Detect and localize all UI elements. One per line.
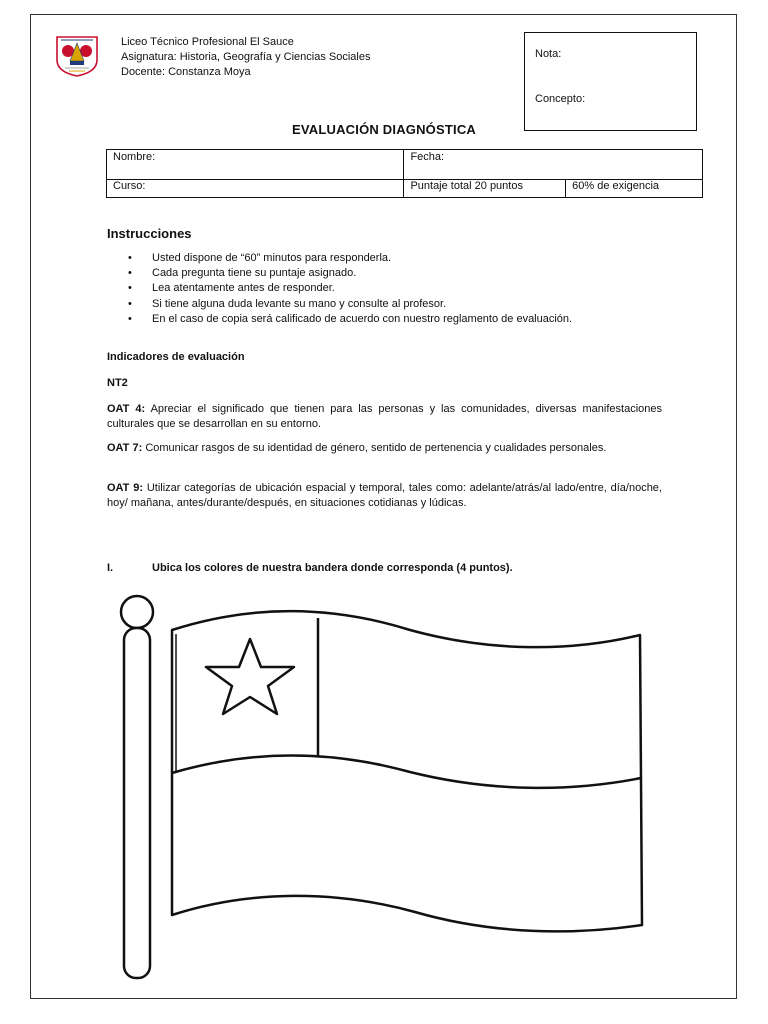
oat9-paragraph	[107, 481, 662, 511]
oat7-text: Comunicar rasgos de su identidad de género, sentido de pertenencia y cualidades personales.	[145, 442, 607, 454]
oat9-text: Utilizar categorías de ubicación espacial y temporal, tales como: adelante/atrás/al lado/entre, día/noche, hoy/ mañana, antes/durante/después, en situaciones cotidianas y lúdicas.	[107, 482, 662, 509]
oat7-label: OAT 7:	[107, 442, 143, 454]
exigencia-cell: 60% de exigencia	[566, 180, 703, 198]
school-logo	[54, 34, 100, 78]
nombre-field[interactable]: Nombre:	[107, 150, 404, 180]
instructions-title: Instrucciones	[107, 226, 192, 241]
oat9-label: OAT 9:	[107, 482, 143, 494]
instruction-item: • Lea atentamente antes de responder.	[107, 281, 662, 296]
question-text: Ubica los colores de nuestra bandera donde corresponda (4 puntos).	[152, 562, 513, 574]
instruction-item: • Cada pregunta tiene su puntaje asignado.	[107, 266, 662, 281]
flagpole	[124, 628, 150, 978]
instruction-item: • Si tiene alguna duda levante su mano y consulte al profesor.	[107, 297, 662, 312]
indicators-level: NT2	[107, 377, 128, 389]
nota-label: Nota:	[535, 48, 562, 60]
teacher: Docente: Constanza Moya	[121, 66, 251, 78]
subject: Asignatura: Historia, Geografía y Ciencias Sociales	[121, 51, 371, 63]
page-title: EVALUACIÓN DIAGNÓSTICA	[292, 122, 476, 137]
oat7-paragraph	[107, 441, 662, 456]
flagpole-finial	[121, 596, 153, 628]
oat4-label: OAT 4:	[107, 403, 146, 415]
oat4-paragraph	[107, 402, 662, 432]
instruction-item: • Usted dispone de “60” minutos para responderla.	[107, 251, 662, 266]
question-number: I.	[107, 562, 114, 574]
concepto-label: Concepto:	[535, 93, 586, 105]
indicators-title: Indicadores de evaluación	[107, 351, 245, 363]
grade-box	[524, 32, 697, 131]
fecha-field[interactable]: Fecha:	[404, 150, 703, 180]
school-name: Liceo Técnico Profesional El Sauce	[121, 36, 294, 48]
chile-flag-illustration	[110, 590, 670, 980]
school-info	[121, 35, 370, 80]
curso-field[interactable]: Curso:	[107, 180, 404, 198]
student-info-table	[106, 149, 703, 198]
oat4-text: Apreciar el significado que tienen para las personas y las comunidades, diversas manifestaciones culturales que se desarrollan en su entorno.	[107, 403, 662, 430]
instructions-list	[107, 251, 662, 327]
question-1	[107, 562, 513, 574]
instruction-item: • En el caso de copia será calificado de acuerdo con nuestro reglamento de evaluación.	[107, 312, 662, 327]
puntaje-cell: Puntaje total 20 puntos	[404, 180, 566, 198]
